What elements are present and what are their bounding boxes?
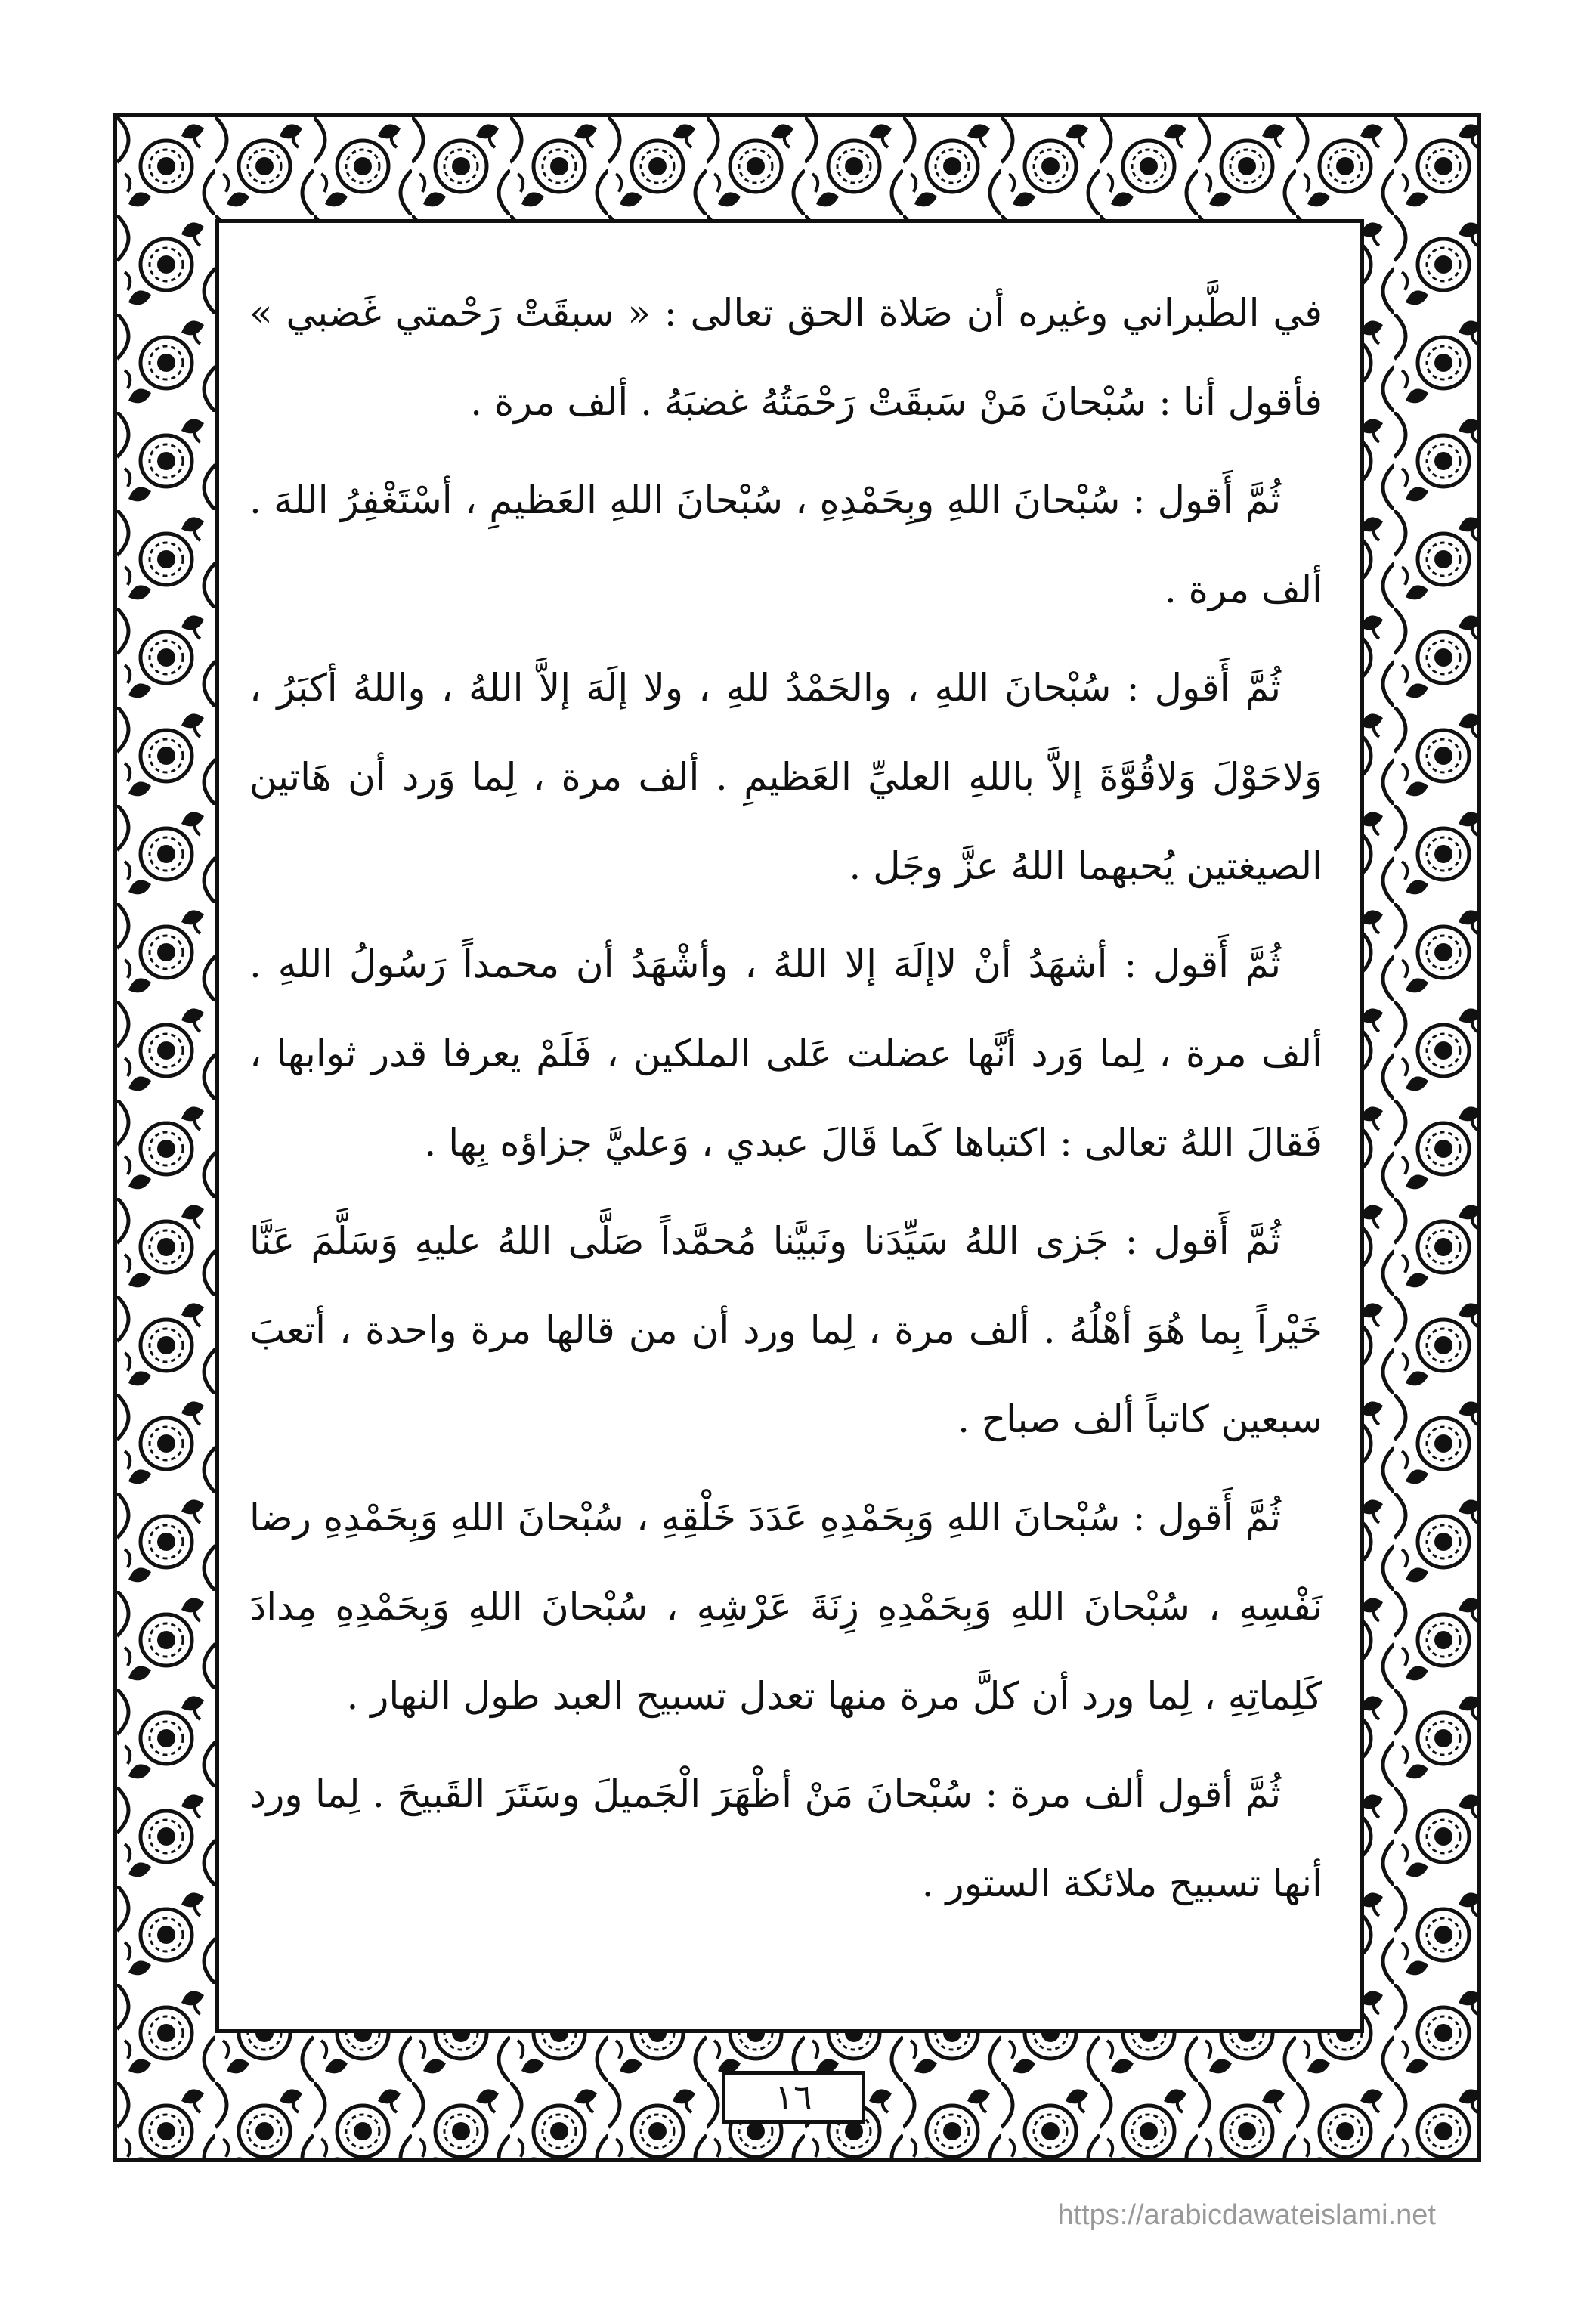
paragraph-3: ثُمَّ أَقول : سُبْحانَ اللهِ ، والحَمْدُ للهِ ، ولا إلَهَ إلاَّ اللهُ ، واللهُ أكبَرُ ، وَلاحَوْلَ وَلاقُوَّةَ إلاَّ باللهِ العليِّ العَظيمِ . ألف مرة ، لِما وَرد أن هَاتين الصيغتين يُحبهما اللهُ عزَّ وجَل . [249, 666, 1322, 888]
paragraph-7: ثُمَّ أقول ألف مرة : سُبْحانَ مَنْ أظْهَرَ الْجَميلَ وسَتَرَ القَبيحَ . لِما ورد أنها تسبيح ملائكة الستور . [249, 1772, 1322, 1905]
paragraph-1: في الطَّبراني وغيره أن صَلاة الحق تعالى : « سبقَتْ رَحْمتي غَضبي » فأقول أنا : سُبْحانَ مَنْ سَبقَتْ رَحْمَتُهُ غضبَهُ . ألف مرة . [249, 291, 1322, 424]
paragraph-4: ثُمَّ أَقول : أشهَدُ أنْ لاإلَهَ إلا اللهُ ، وأشْهَدُ أن محمداً رَسُولُ اللهِ . ألف مرة ، لِما وَرد أنَّها عضلت عَلى الملكين ، فَلَمْ يعرفا قدر ثوابها ، فَقالَ اللهُ تعالى : اكتباها كَما قَالَ عبدي ، وَعليَّ جزاؤه بِها . [249, 942, 1322, 1165]
page-number: ١٦ [722, 2071, 865, 2124]
paragraph-6: ثُمَّ أَقول : سُبْحانَ اللهِ وَبِحَمْدِهِ عَدَدَ خَلْقِهِ ، سُبْحانَ اللهِ وَبِحَمْدِهِ رضا نَفْسِهِ ، سُبْحانَ اللهِ وَبِحَمْدِهِ زِنَةَ عَرْشِهِ ، سُبْحانَ اللهِ وَبِحَمْدِهِ مِدادَ كَلِماتِهِ ، لِما ورد أن كلَّ مرة منها تعدل تسبيح العبد طول النهار . [249, 1496, 1322, 1718]
page-text-body [249, 268, 1322, 2007]
paragraph-5: ثُمَّ أَقول : جَزى اللهُ سَيِّدَنا ونَبيَّنا مُحمَّداً صَلَّى اللهُ عليهِ وَسَلَّمَ عَنَّا خَيْراً بِما هُوَ أهْلُهُ . ألف مرة ، لِما ورد أن من قالها مرة واحدة ، أتعبَ سبعين كاتباً ألف صباح . [249, 1219, 1322, 1441]
source-url-watermark: https://arabicdawateislami.net [1057, 2199, 1436, 2231]
paragraph-2: ثُمَّ أَقول : سُبْحانَ اللهِ وبِحَمْدِهِ ، سُبْحانَ اللهِ العَظيمِ ، أسْتَغْفِرُ اللهَ . ألف مرة . [249, 478, 1322, 611]
